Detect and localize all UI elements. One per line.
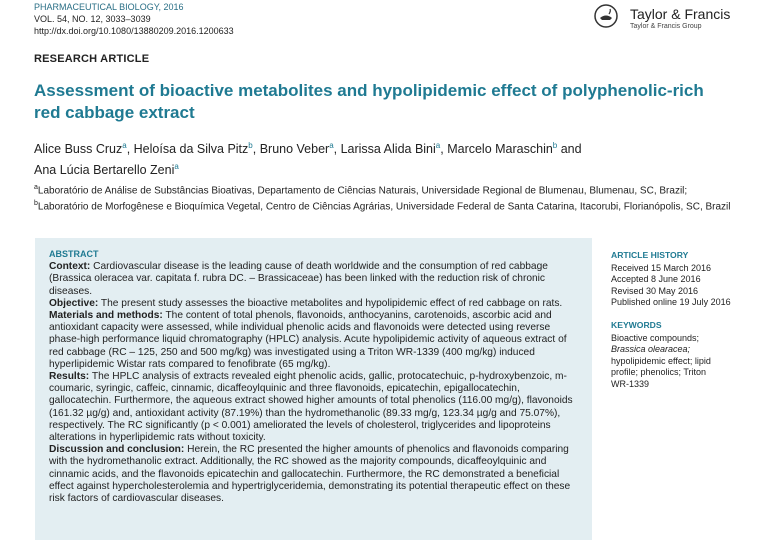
author-list: Alice Buss Cruz$^a$, Heloísa da Silva Pitz$^b$, Bruno Veber$^a$, Larissa Alida Bini$^a$, Marcelo Maraschin$^b$ and Ana Lúcia Bertarello Zeni$^a$ [34,141,582,178]
keyword: Bioactive compounds; [611,332,700,343]
keyword: Brassica olearacea; [611,344,691,354]
author[interactable]: Heloísa da Silva Pitz$^b$ [133,141,253,157]
abstract-box [35,238,592,540]
keyword: profile; phenolics; Triton [611,367,707,377]
keyword: WR-1339 [611,378,650,389]
keyword: hypolipidemic effect; lipid [611,355,711,366]
journal-volume: VOL. 54, NO. 12, 3033–3039 [34,14,151,24]
journal-name: PHARMACEUTICAL BIOLOGY, 2016 [34,2,184,12]
article-title: Assessment of bioactive metabolites and hypolipidemic effect of polyphenolic-rich red cabbage extract [34,81,704,122]
lamp-logo-icon [594,4,618,28]
affiliation: $^b$Laboratório de Morfogênese e Bioquímica Vegetal, Centro de Ciências Agrárias, Universidade Federal de Santa Catarina, Itacorubi, Florianópolis, SC, Brazil [34,200,731,213]
publisher-name: Taylor & Francis [630,6,731,22]
history-heading: ARTICLE HISTORY [611,250,689,260]
author[interactable]: Larissa Alida Bini$^a$ [340,141,441,157]
history-accepted: Accepted 8 June 2016 [611,274,701,284]
abstract-methods: Materials and methods: The content of total phenols, flavonoids, anthocyanins, carotenoids, ascorbic acid and antioxidant capacity were assessed, while individual phenolic acids and flavonoids were detected using reverse phase-high performance liquid chromatography (HPLC) analysis. Acute hypolipidemic activity of aqueous extract of red cabbage (RC – 125, 250 and 500 mg/kg) was investigated using a Triton WR-1339 (400 mg/kg) induced hyperlipidemic Wistar rats compared to fenofibrate (65 mg/kg). [49,310,567,370]
journal-doi[interactable]: http://dx.doi.org/10.1080/13880209.2016.1200633 [34,26,234,36]
abstract-discussion: Discussion and conclusion: Herein, the RC presented the higher amounts of phenolics and flavonoids comparing with the hydromethanolic extract. Additionally, the RC showed as the majority compounds, dicaffeoylquinic and cinnamic acids, and the flavonoids epicatechin and gallocatechin. Furthermore, the RC demonstrated a beneficial effect against hypercholesterolemia and hypertriglyceridemia, demonstrating its potential therapeutic effect on these risk factors of cardiovascular diseases. [49,444,571,505]
author[interactable]: Ana Lúcia Bertarello Zeni$^a$ [34,162,179,178]
affiliation: $^a$Laboratório de Análise de Substâncias Bioativas, Departamento de Ciências Naturais, Universidade Regional de Blumenau, Blumenau, SC, Brazil; [34,184,688,197]
keywords [611,320,741,390]
journal-info [34,1,394,37]
keywords-heading: KEYWORDS [611,320,662,330]
publisher-group: Taylor & Francis Group [630,23,702,30]
history-published: Published online 19 July 2016 [611,297,731,307]
abstract-heading: ABSTRACT [49,249,99,259]
article-history [611,250,741,309]
publisher-logo [594,4,744,32]
history-revised: Revised 30 May 2016 [611,285,699,296]
author[interactable]: Bruno Veber$^a$ [259,141,334,157]
abstract-context: Context: Cardiovascular disease is the leading cause of death worldwide and the consumption of red cabbage (Brassica oleracea var. capitata f. rubra DC. – Brassicaceae) has been linked with the reduction risk of chronic diseases. [49,261,548,297]
article-type: RESEARCH ARTICLE [34,53,150,65]
author[interactable]: Marcelo Maraschin$^b$ [447,141,558,157]
affiliations [34,181,734,214]
history-received: Received 15 March 2016 [611,262,712,273]
abstract-results: Results: The HPLC analysis of extracts revealed eight phenolic acids, gallic, protocatechuic, p-hydroxybenzoic, m-coumaric, syringic, caffeic, cinnamic, dicaffeoylquinic and three flavonoids, epicatechin, epigallocatechin, gallocatechin. Furthermore, the aqueous extract showed higher amounts of total phenolics (116.00 mg/g), flavonoids (161.32 µg/g) and, antioxidant activity (87.19%) than the hydromethanolic (89.33 mg/g, 123.34 µg/g and 75.07%), respectively. The RC significantly (p < 0.001) ameliorated the levels of cholesterol, triglycerides and lipoproteins alterations in hyperlipidemic rats without toxicity. [49,371,573,444]
abstract-objective: Objective: The present study assesses the bioactive metabolites and hypolipidemic effect of red cabbage on rats. [49,297,563,309]
author[interactable]: Alice Buss Cruz$^a$ [34,141,127,157]
